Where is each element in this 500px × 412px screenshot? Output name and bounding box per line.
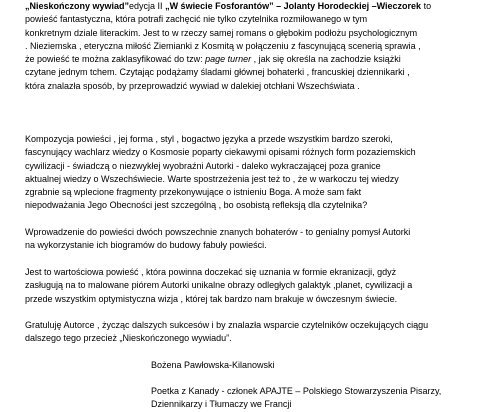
congratulations-line: Gratuluję Autorce , życząc dalszych sukcesów i by znalazła wsparcie czytelników oczekujących ciągu [25,320,429,330]
signature-role [151,385,481,412]
intro-line-5-end: , jak się określa na zachodzie książki [251,54,401,65]
intro-line-1 [25,0,485,13]
intro-line-5 [25,53,485,66]
signature-role-line-1: Poetka z Kanady - członek APAJTE – Polskiego Stowarzyszenia Pisarzy, [151,386,442,396]
composition-line: cywilizacji - świadczą o niezwykłej wyobraźni Autorki - daleko wykraczającej poza granice [25,160,381,171]
adaptation-line: zasługują na to malowane piórem Autorki unikalne obrazy odległych galaktyk ,planet, cywilizacji a [25,280,413,291]
paragraph-composition [25,133,485,213]
series-title-author: „W świecie Fosforantów” – Jolanty Horodeckiej –Wieczorek [165,1,422,11]
adaptation-line: przede wszystkim optymistyczna wizja , której tak bardzo nam brakuje w ówczesnym świecie. [25,293,398,304]
intro-line-3: konkretnym dziale literackim. Jest to w rzeczy samej romans o głębokim podłożu psychologicznym [25,27,418,38]
paragraph-congratulations [25,319,485,346]
adaptation-line: Jest to wartościowa powieść , która powinna doczekać się uznania w formie ekranizacji, gdyż [25,267,397,277]
signature-name: Bożena Pawłowska-Kilanowski [151,360,275,370]
intro-line-7: która znalazła sposób, by przeprowadzić wywiad w dalekiej otchłani Wszechświata . [25,80,360,91]
edition-text: edycja II [129,1,166,11]
intro-line-5-start: że powieść te można zaklasyfikować do tzw: [25,54,206,65]
paragraph-heroes [25,226,485,253]
composition-line: zgrabnie są wplecione fragmenty przekonywujące o istnieniu Boga. A może sam fakt [25,187,362,198]
book-title: „Nieskończony wywiad” [25,1,130,11]
page-turner-term: page turner [205,54,252,65]
composition-line: aktualnej wiedzy o Wszechświecie. Warte spostrzeżenia jest też to , że w warkoczu tej wiedzy [25,173,399,184]
intro-line-1-end: to [421,1,432,11]
heroes-line: Wprowadzenie do powieści dwóch powszechnie znanych bohaterów - to genialny pomysł Autorki [25,227,411,237]
intro-line-4: . Nieziemska , eteryczna miłość Ziemianki z Kosmitą w połączeniu z fascynującą scenerią sprawia , [25,40,421,51]
composition-line: fascynujący wachlarz wiedzy o Kosmosie poparty ciekawymi opisami różnych form pozaziemskich [25,147,416,158]
paragraph-intro [25,0,485,93]
paragraph-adaptation [25,266,485,306]
congratulations-line: dalszego tego przecież „Nieskończonego wywiadu”. [25,333,232,344]
signature-role-line-2: Dziennikarzy i Tłumaczy we Francji [151,399,292,410]
intro-line-2: powieść fantastyczna, która potrafi zachęcić nie tylko czytelnika rozmiłowanego w tym [25,14,368,25]
composition-line: Kompozycja powieści , jej forma , styl , bogactwo języka a przede wszystkim bardzo szeroki, [25,134,393,144]
intro-line-6: czytane jednym tchem. Czytając podążamy śladami głównej bohaterki , francuskiej dziennikarki , [25,67,410,78]
composition-line: niepodważania Jego Obecności jest szczególną , bo osobistą refleksją dla czytelnika? [25,200,368,211]
heroes-line: na wykorzystanie ich biogramów do budowy fabuły powieści. [25,240,267,251]
